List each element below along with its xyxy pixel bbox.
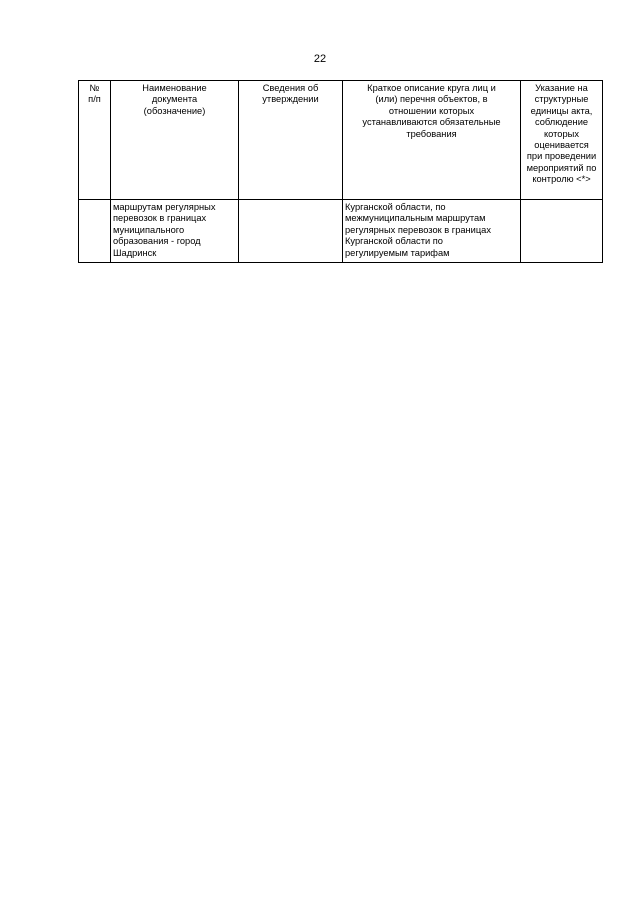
cell-number — [79, 200, 111, 263]
header-structural-units: Указание на структурные единицы акта, соблюдение которых оценивается при проведении мероприятий по контролю <*> — [521, 81, 603, 200]
table-row — [79, 200, 603, 263]
header-approval-info: Сведения об утверждении — [239, 81, 343, 200]
header-number: № п/п — [79, 81, 111, 200]
cell-approval-info — [239, 200, 343, 263]
cell-document-name: маршрутам регулярных перевозок в границах муниципального образования - город Шадринск — [111, 200, 239, 263]
page-number: 22 — [313, 53, 327, 65]
cell-structural-units — [521, 200, 603, 263]
table-header-row — [79, 81, 603, 200]
requirements-table — [78, 80, 603, 263]
header-description: Краткое описание круга лиц и (или) перечня объектов, в отношении которых устанавливаются обязательные требования — [343, 81, 521, 200]
header-document-name: Наименование документа (обозначение) — [111, 81, 239, 200]
cell-description: Курганской области, по межмуниципальным маршрутам регулярных перевозок в границах Курганской области по регулируемым тарифам — [343, 200, 521, 263]
